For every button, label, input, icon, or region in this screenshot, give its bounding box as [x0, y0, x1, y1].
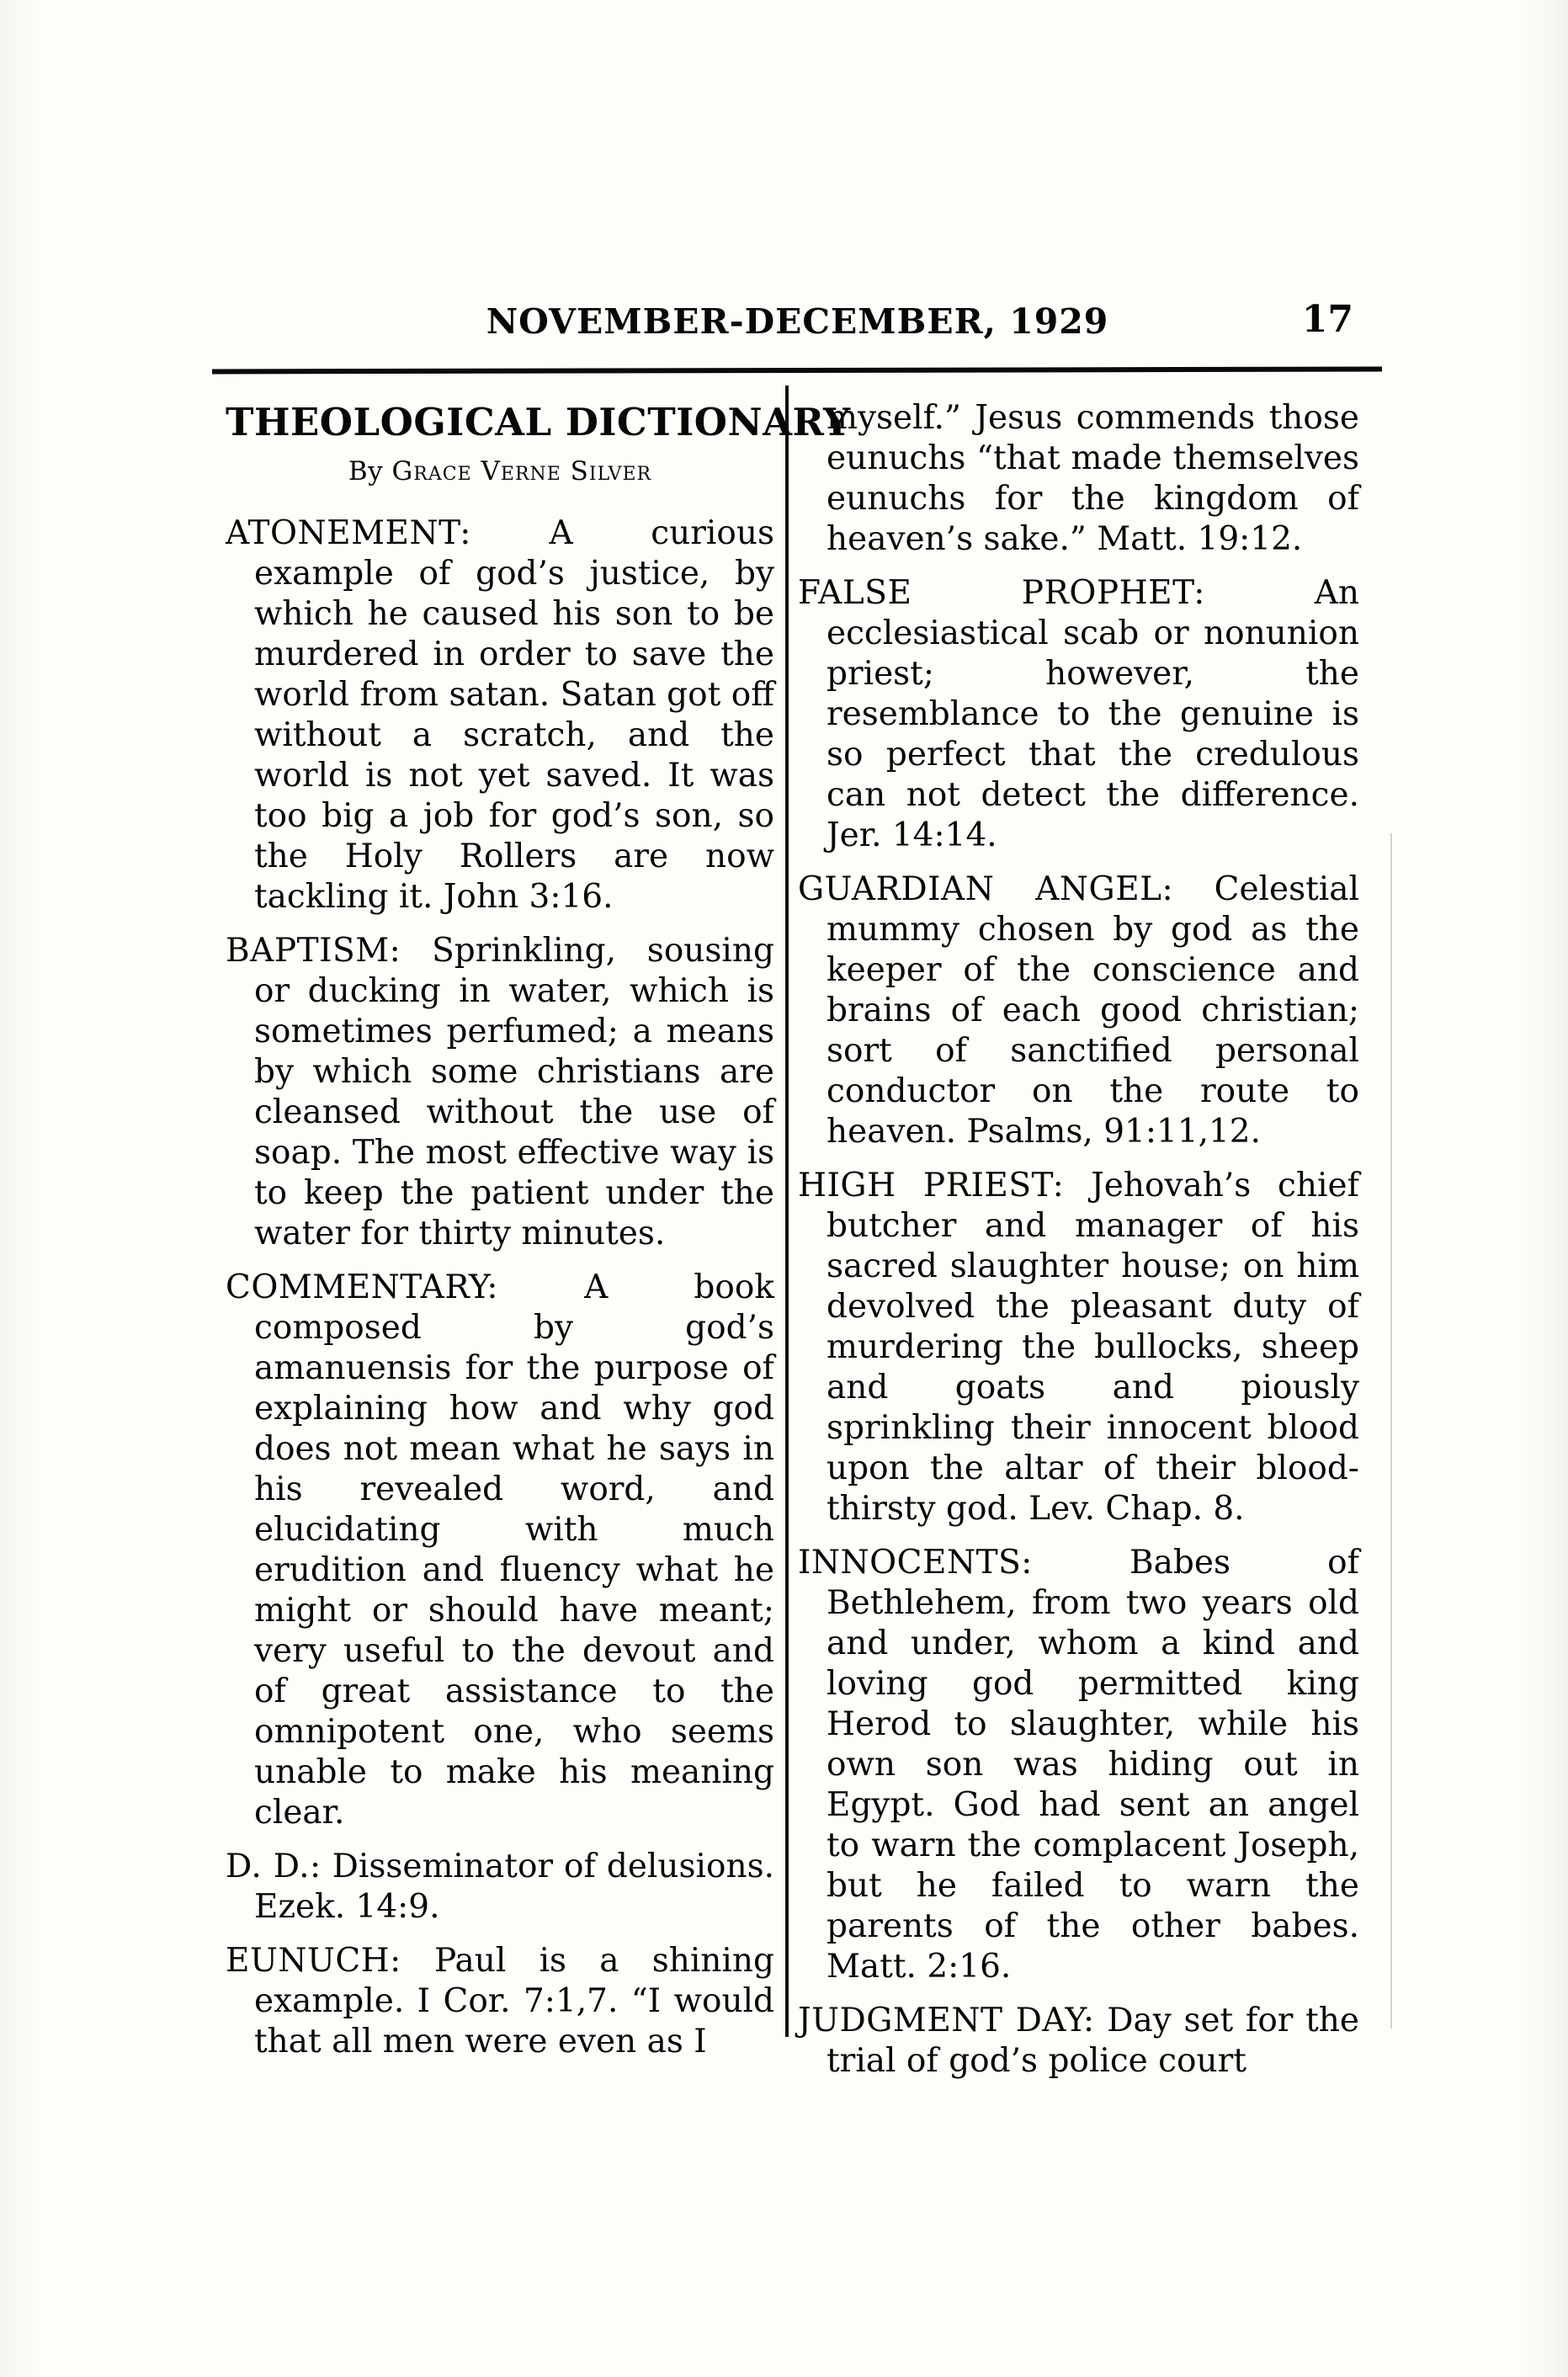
entry-definition: Paul is a shining example. I Cor. 7:1,7. “I would that all men were even as I: [254, 1942, 774, 2061]
entry-definition: A curious example of god’s justice, by which he caused his son to be murdered in order to save the world from satan. Satan got off without a scratch, and the world is not yet saved. It was too big a job for god’s son, so the Holy Rollers are now tackling it. John 3:16.: [254, 514, 774, 916]
dictionary-entry: [798, 1543, 1359, 1987]
entry-definition: Day set for the trial of god’s police court: [827, 2002, 1359, 2080]
article-title: THEOLOGICAL DICTIONARY: [226, 400, 851, 444]
dictionary-entry: [226, 931, 774, 1254]
entry-term: FALSE PROPHET:: [798, 574, 1205, 612]
entry-definition: Celestial mummy chosen by god as the keeper of the conscience and brains of each good christian; sort of sanctified personal conductor on the route to heaven. Psalms, 91:11,12.: [827, 870, 1359, 1151]
page-header: [215, 298, 1380, 342]
entry-term: EUNUCH:: [226, 1942, 401, 1980]
byline-author: Grace Verne Silver: [391, 456, 652, 487]
entry-definition: An ecclesiastical scab or nonunion priest; however, the resemblance to the genuine is so perfect that the credulous can not detect the difference. Jer. 14:14.: [827, 574, 1359, 854]
dictionary-entry: [226, 1847, 774, 1928]
page-number: 17: [1301, 298, 1353, 341]
dictionary-entry: [226, 1941, 774, 2062]
byline: [226, 456, 774, 487]
entry-term: JUDGMENT DAY:: [798, 2002, 1095, 2039]
right-column: [798, 383, 1359, 2082]
entry-definition: Jehovah’s chief butcher and manager of his sacred slaughter house; on him devolved the pleasant duty of murdering the bullocks, sheep and goats and piously sprinkling their innocent blood upon the altar of their blood-thirsty god. Lev. Chap. 8.: [827, 1167, 1359, 1528]
entry-list-left: [226, 513, 774, 2062]
byline-by: By: [348, 456, 384, 487]
entry-term: HIGH PRIEST:: [798, 1167, 1065, 1204]
dictionary-entry: [798, 2001, 1359, 2082]
entry-term: D. D.:: [226, 1848, 322, 1885]
entry-term: ATONEMENT:: [226, 514, 471, 552]
entry-definition: Babes of Bethlehem, from two years old and under, whom a kind and loving god permitted king Herod to slaughter, while his own son was hiding out in Egypt. God had sent an angel to warn the complacent Joseph, but he failed to warn the parents of the other babes. Matt. 2:16.: [827, 1544, 1359, 1986]
header-rule: [212, 367, 1382, 375]
continuation-paragraph: myself.” Jesus commends those eunuchs “that made themselves eunuchs for the kingdom of heaven’s sake.” Matt. 19:12.: [827, 399, 1359, 558]
issue-date: NOVEMBER-DECEMBER, 1929: [486, 301, 1109, 342]
entry-definition: Sprinkling, sousing or ducking in water, which is sometimes perfumed; a means by which some christians are cleansed without the use of soap. The most effective way is to keep the patient under the water for thirty minutes.: [254, 932, 774, 1252]
entry-term: GUARDIAN ANGEL:: [798, 870, 1174, 908]
dictionary-entry: [226, 513, 774, 917]
entry-term: BAPTISM:: [226, 932, 401, 970]
dictionary-entry: [226, 1268, 774, 1833]
entry-term: INNOCENTS:: [798, 1544, 1033, 1582]
entry-definition: A book composed by god’s amanuensis for the purpose of explaining how and why god does not mean what he says in his revealed word, and elucidating with much erudition and fluency what he might or should have meant; very useful to the devout and of great assistance to the omnipotent one, who seems unable to make his meaning clear.: [254, 1268, 774, 1832]
dictionary-entry: [798, 869, 1359, 1152]
dictionary-entry: [798, 1166, 1359, 1529]
left-column: [226, 383, 851, 2062]
entry-definition: Disseminator of delusions. Ezek. 14:9.: [254, 1848, 774, 1926]
scan-artifact: [1390, 833, 1392, 2029]
dictionary-entry: [798, 573, 1359, 856]
text-columns: [226, 383, 1363, 2082]
entry-term: COMMENTARY:: [226, 1268, 499, 1306]
